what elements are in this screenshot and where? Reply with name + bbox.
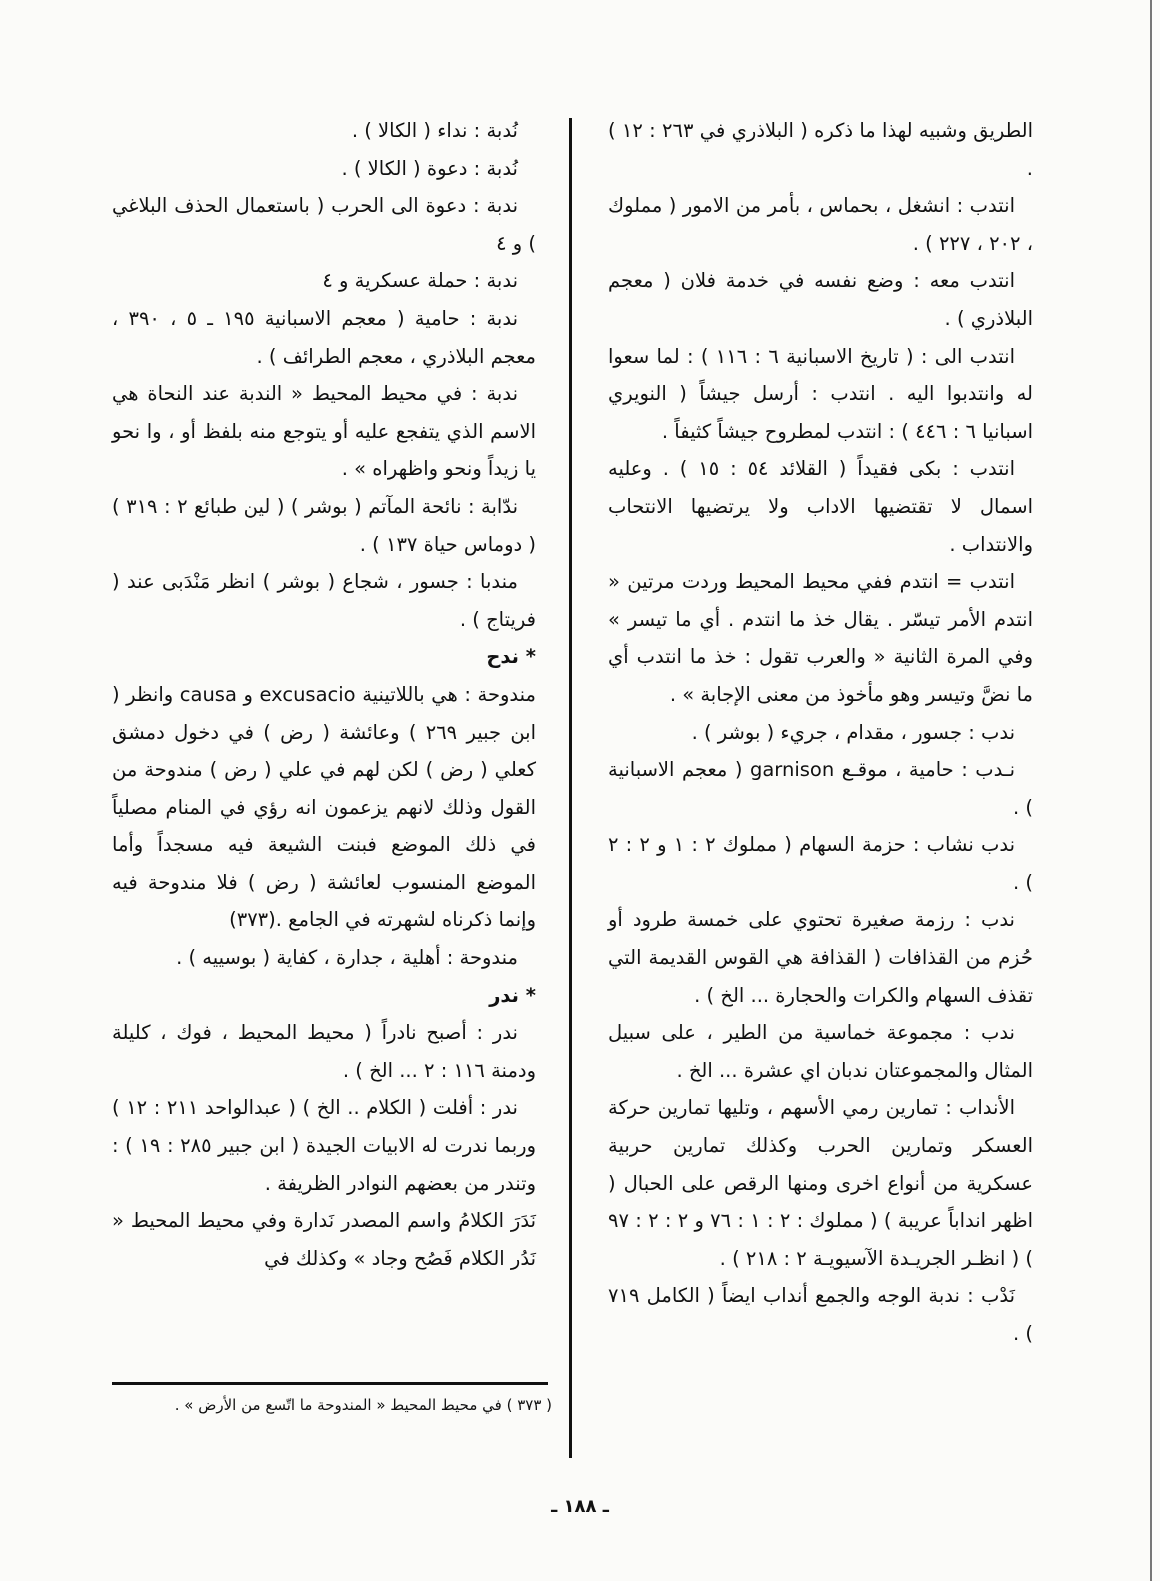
entry-paragraph: ندب : رزمة صغيرة تحتوي على خمسة طرود أو حُزم من القذافات ( القذافة هي القوس القديمة التي تقذف السهام والكرات والحجارة ... الخ ) . bbox=[608, 908, 1033, 1007]
entry-paragraph: مندوحة : هي باللاتينية excusacio و causa وانظر ( ابن جبير ٢٦٩ ) وعائشة ( رض ) في دخول دمشق كعلي ( رض ) لكن لهم في علي ( رض ) مندوحة من القول وذلك لانهم يزعمون انه رؤي في المنام مصلياً في ذلك الموضع فبنت الشيعة فيه مسجداً وأما الموضع المنسوب لعائشة ( رض ) فلا مندوحة فيه وإنما ذكرناه لشهرته في الجامع .(٣٧٣) bbox=[112, 682, 537, 932]
entry-paragraph: انتدب : بكى فقيداً ( القلائد ٥٤ : ١٥ ) . وعليه اسمال لا تقتضيها الاداب ولا يرتضيها الانتحاب والانتداب . bbox=[608, 457, 1033, 556]
section-heading: * ندر bbox=[489, 983, 536, 1007]
page-edge-line bbox=[1150, 0, 1152, 1581]
entry-paragraph: ندب : جسور ، مقدام ، جريء ( بوشر ) . bbox=[691, 720, 1015, 744]
entry-paragraph: ندبة : دعوة الى الحرب ( باستعمال الحذف البلاغي ) و ٤ bbox=[112, 194, 536, 255]
entry-paragraph: نُدبة : دعوة ( الكالا ) . bbox=[341, 156, 518, 180]
entry-paragraph: ندر : أصبح نادراً ( محيط المحيط ، فوك ، كليلة ودمنة ١١٦ : ٢ ... الخ ) . bbox=[112, 1021, 536, 1082]
entry-paragraph: الأنداب : تمارين رمي الأسهم ، وتليها تمارين حركة العسكر وتمارين الحرب وكذلك تمارين حربية عسكرية من أنواع اخرى ومنها الرقص على الحبال ( اظهر انداباً عريبة ) ( مملوك : ٢ : ١ : ٧٦ و ٢ : ٢ : ٩٧ ) ( انظـر الجريـدة الآسيويـة ٢ : ٢١٨ ) . bbox=[608, 1096, 1034, 1270]
entry-paragraph: نُدبة : نداء ( الكالا ) . bbox=[351, 119, 518, 142]
right-column bbox=[608, 112, 1033, 1353]
entry-paragraph: نَدْب : ندبة الوجه والجمع أنداب ايضاً ( الكامل ٧١٩ ) . bbox=[608, 1284, 1033, 1345]
entry-paragraph: ندبة : حملة عسكرية و ٤ bbox=[322, 269, 518, 293]
footnote: ( ٣٧٣ ) في محيط المحيط « المندوحة ما اتّسع من الأرض » . bbox=[174, 1396, 552, 1414]
entry-paragraph: ندب : مجموعة خماسية من الطير ، على سبيل المثال والمجموعتان ندبان اي عشرة ... الخ . bbox=[608, 1021, 1033, 1082]
entry-paragraph: نـدب : حامية ، موقـع garnison ( معجم الاسبانية ) . bbox=[608, 758, 1033, 819]
page-number: ـ ١٨٨ ـ bbox=[551, 1496, 609, 1517]
entry-paragraph: انتدب معه : وضع نفسه في خدمة فلان ( معجم البلاذري ) . bbox=[608, 269, 1033, 330]
entry-paragraph: نَدَرَ الكلامُ واسم المصدر نَدارة وفي محيط المحيط « نَدُر الكلام فَصُح وجاد » وكذلك في bbox=[112, 1209, 536, 1270]
entry-paragraph: ندبة : في محيط المحيط « الندبة عند النحاة هي الاسم الذي يتفجع عليه أو يتوجع منه بلفظ أو ، وا نحو يا زيداً ونحو واظهراه » . bbox=[112, 382, 536, 481]
column-divider bbox=[569, 118, 572, 1458]
entry-paragraph: انتدب الى : ( تاريخ الاسبانية ٦ : ١١٦ ) : لما سعوا له وانتدبوا اليه . انتدب : أرسل جيشاً ( النويري اسبانيا ٦ : ٤٤٦ ) : انتدب لمطروح جيشاً كثيفاً . bbox=[608, 344, 1033, 443]
entry-paragraph: انتدب : انشغل ، بحماس ، بأمر من الامور ( مملوك ، ٢٠٢ ، ٢٢٧ ) . bbox=[608, 194, 1033, 255]
entry-paragraph: ندر : أفلت ( الكلام .. الخ ) ( عبدالواحد ٢١١ : ١٢ ) وربما ندرت له الابيات الجيدة ( ابن جبير ٢٨٥ : ١٩ ) : وتندر من بعضهم النوادر الظريفة . bbox=[112, 1096, 536, 1195]
left-column bbox=[112, 112, 536, 1277]
entry-paragraph: ندّابة : نائحة المآتم ( بوشر ) ( لين طبائع ٢ : ٣١٩ ) ( دوماس حياة ١٣٧ ) . bbox=[112, 494, 536, 556]
entry-paragraph: ندبة : حامية ( معجم الاسبانية ١٩٥ ـ ٥ ، ٣٩٠ ، معجم البلاذري ، معجم الطرائف ) . bbox=[112, 306, 536, 368]
entry-paragraph: مندبا : جسور ، شجاع ( بوشر ) انظر مَنْدَبى عند ( فريتاج ) . bbox=[112, 570, 536, 631]
footnote-rule bbox=[112, 1382, 548, 1385]
entry-paragraph: مندوحة : أهلية ، جدارة ، كفاية ( بوسييه ) . bbox=[176, 946, 518, 970]
entry-paragraph: انتدب = انتدم ففي محيط المحيط وردت مرتين « انتدم الأمر تيسّر . يقال خذ ما انتدم . أي ما تيسر » وفي المرة الثانية « والعرب تقول : خذ ما انتدب أي ما نضَّ وتيسر وهو مأخوذ من معنى الإجابة » . bbox=[608, 570, 1033, 706]
entry-paragraph: الطريق وشبيه لهذا ما ذكره ( البلاذري في ٢٦٣ : ١٢ ) . bbox=[608, 119, 1033, 180]
entry-paragraph: ندب نشاب : حزمة السهام ( مملوك ٢ : ١ و ٢ : ٢ ) . bbox=[608, 833, 1033, 894]
section-heading: * ندح bbox=[486, 645, 536, 669]
